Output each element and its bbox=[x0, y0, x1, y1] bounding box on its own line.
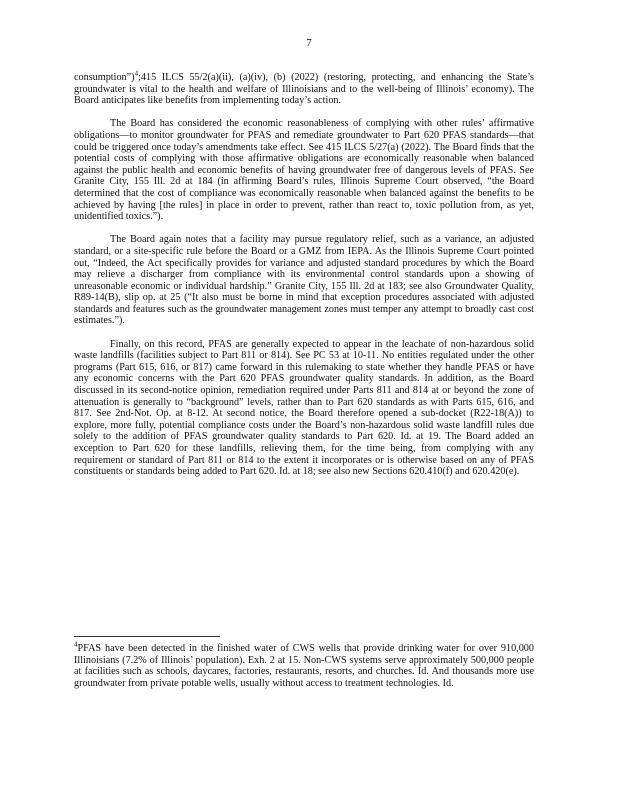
paragraph-1-text: ;415 ILCS 55/2(a)(ii), (a)(iv), (b) (2022) (restoring, protecting, and enhancing the State’s groundwater is vital to the health and welfare of Illinoisians and to the well-being of Illinois’ economy). The Board anticipates like benefits from implementing today’s action. bbox=[74, 72, 534, 107]
footnote-reference: 4 bbox=[134, 69, 139, 78]
paragraph-1 bbox=[74, 69, 534, 107]
footnote-marker: 4 bbox=[74, 640, 78, 649]
body-text bbox=[74, 69, 534, 489]
paragraph-2: The Board has considered the economic reasonableness of complying with other rules’ affirmative obligations—to monitor groundwater for PFAS and remediate groundwater to Part 620 PFAS standards—that could be triggered once today’s amendments take effect. See 415 ILCS 5/27(a) (2022). The Board finds that the potential costs of complying with those affirmative obligations are economically reasonable when balanced against the public health and economic benefits of having groundwater free of dangerous levels of PFAS. See Granite City, 155 Ill. 2d at 184 (in affirming Board’s rules, Illinois Supreme Court observed, “the Board determined that the cost of compliance was economically reasonable when balanced against the benefits to be achieved by having [the rules] in place in order to prevent, rather than react to, toxic pollution from, as yet, unidentified toxics.”). bbox=[74, 118, 534, 223]
footnote-divider bbox=[74, 636, 220, 637]
footnote bbox=[74, 640, 534, 689]
paragraph-4: Finally, on this record, PFAS are generally expected to appear in the leachate of non-hazardous solid waste landfills (facilities subject to Part 811 or 814). See PC 53 at 10-11. No entities regulated under the other programs (Part 615, 616, or 817) came forward in this rulemaking to state whether they handle PFAS or have any economic concerns with the Part 620 PFAS groundwater quality standards. In addition, as the Board discussed in its second-notice opinion, remediation required under Parts 811 and 814 at or beyond the zone of attenuation is generally to “background” levels, rather than to Part 620 standards as with Parts 615, 616, and 817. See 2nd-Not. Op. at 8-12. At second notice, the Board therefore opened a sub-docket (R22-18(A)) to explore, more fully, potential compliance costs under the Board’s non-hazardous solid waste landfill rules due solely to the addition of PFAS groundwater quality standards to Part 620. Id. at 19. The Board added an exception to Part 620 for these landfills, relieving them, for the time being, from complying with any requirement or standard of Part 811 or 814 to the extent it incorporates or is otherwise based on any of PFAS constituents or standards being added to Part 620. Id. at 18; see also new Sections 620.410(f) and 620.420(e). bbox=[74, 338, 534, 478]
footnote-text: PFAS have been detected in the finished water of CWS wells that provide drinking water for over 910,000 Illinoisians (7.2% of Illinois’ population). Exh. 2 at 15. Non-CWS systems serve approximately 500,000 people at facilities such as schools, daycares, factories, restaurants, resorts, and churches. Id. And thousands more use groundwater from private potable wells, usually without access to treatment technologies. Id. bbox=[74, 643, 534, 689]
paragraph-1-lead: consumption”) bbox=[74, 72, 135, 83]
paragraph-3: The Board again notes that a facility may pursue regulatory relief, such as a variance, an adjusted standard, or a site-specific rule before the Board or a GMZ from IEPA. As the Illinois Supreme Court pointed out, “Indeed, the Act specifically provides for variance and adjusted standard procedures by which the Board may relieve a discharger from compliance with its environmental control standards upon a showing of unreasonable economic or individual hardship.” Granite City, 155 Ill. 2d at 183; see also Groundwater Quality, R89-14(B), slip op. at 25 (“It also must be borne in mind that exception procedures associated with adjusted standards and features such as the groundwater management zones must temper any attempt to broadly cast cost estimates.”). bbox=[74, 234, 534, 327]
page-number: 7 bbox=[306, 37, 312, 49]
